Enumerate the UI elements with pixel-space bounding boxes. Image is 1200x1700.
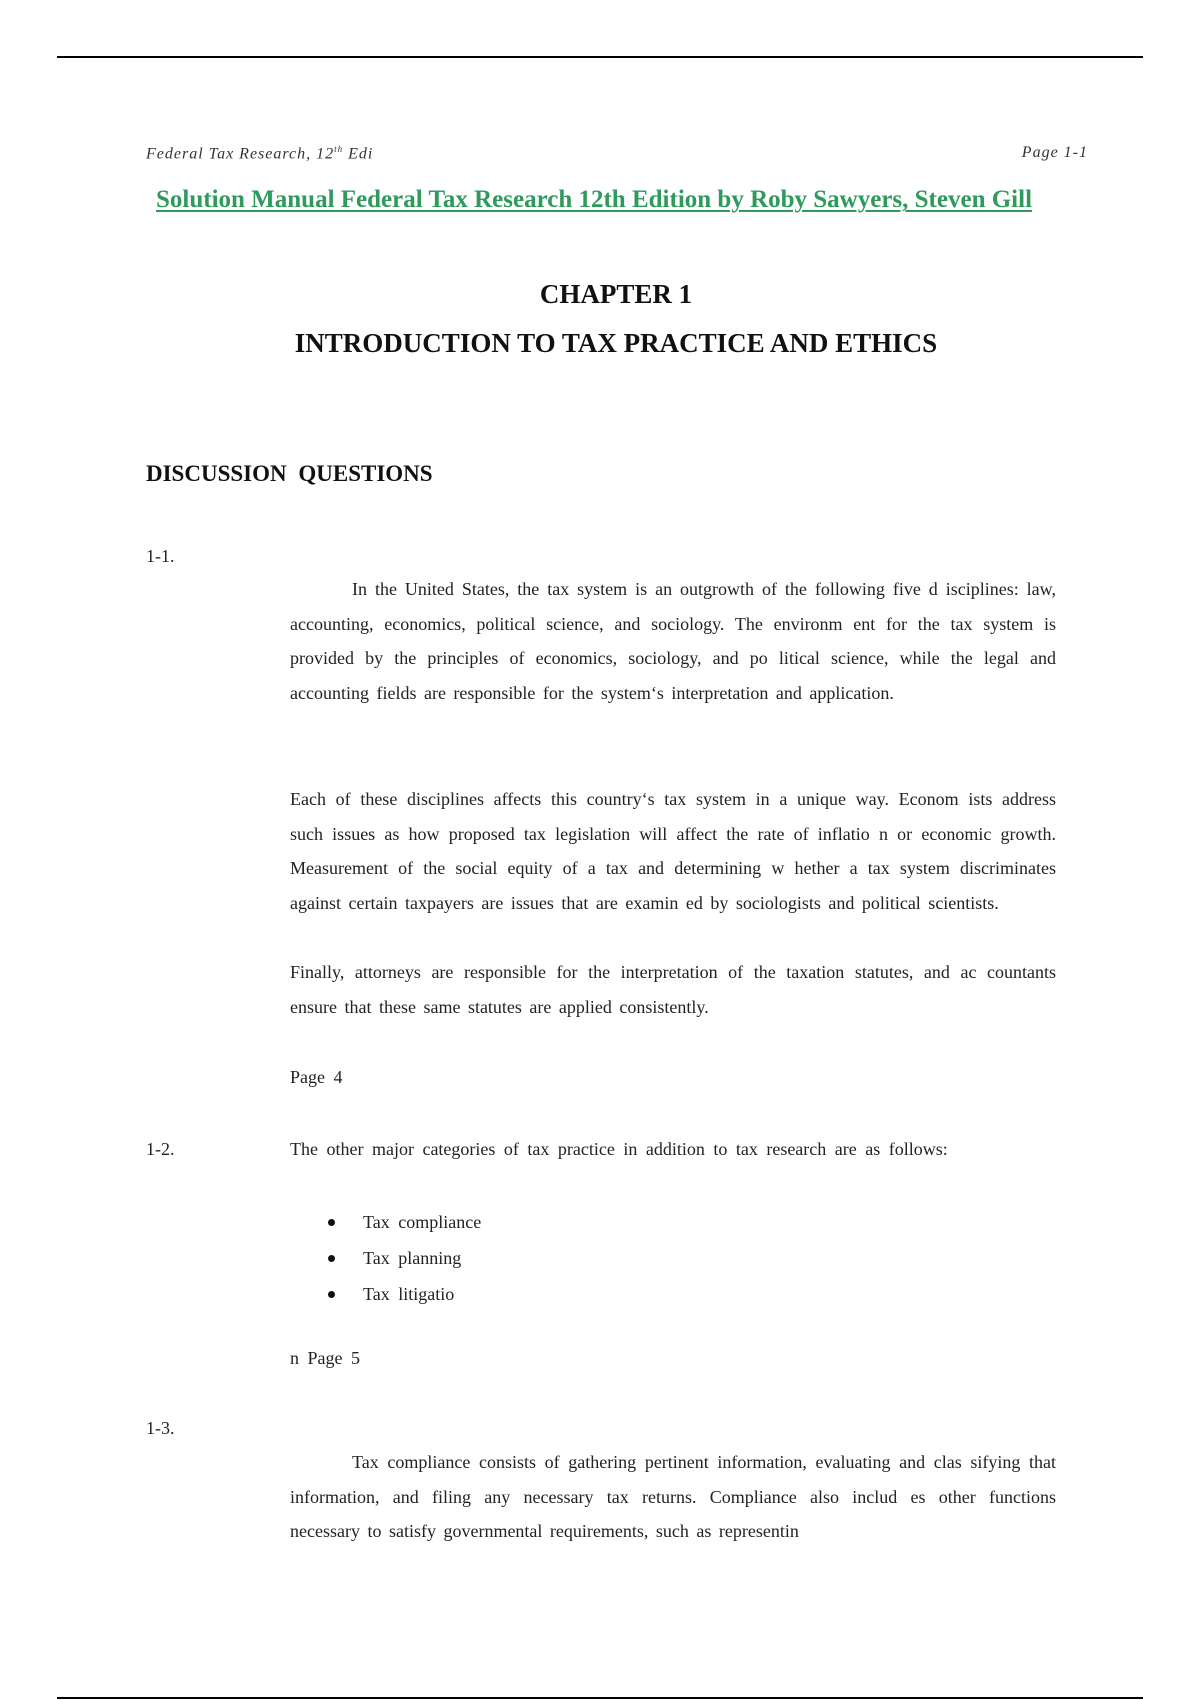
list-item bbox=[290, 1240, 481, 1276]
answer-1-1-paragraph-2: Each of these disciplines affects this country‘s tax system in a unique way. Econom ists address such issues as how proposed tax legislation will affect the rate of inflatio n or economic growth. Measurement of the social equity of a tax and determining w hether a tax system discriminates against certain taxpayers are issues that are examin ed by sociologists and political scientists. bbox=[290, 789, 1056, 913]
answer-1-2-intro: The other major categories of tax practice in addition to tax research are as follows: bbox=[290, 1139, 948, 1159]
tax-practice-categories-list bbox=[290, 1204, 481, 1312]
chapter-number: CHAPTER 1 bbox=[539, 279, 693, 309]
running-head-page: Page 1-1 bbox=[1021, 144, 1088, 161]
title-link[interactable]: Solution Manual Federal Tax Research 12th Edition by Roby Sawyers, Steven Gill bbox=[156, 186, 1033, 213]
list-item bbox=[290, 1204, 481, 1240]
bullet-icon bbox=[328, 1219, 335, 1226]
page-reference-1-2: n Page 5 bbox=[290, 1348, 360, 1368]
running-head-left-text: Federal Tax Research, 12 bbox=[146, 145, 335, 163]
running-head-superscript: th bbox=[334, 144, 344, 154]
answer-1-3-paragraph-1: Tax compliance consists of gathering pertinent information, evaluating and clas sifying that information, and filing any necessary tax returns. Compliance also includ es other functions necessary to satisfy governmental requirements, such as representin bbox=[290, 1452, 1056, 1541]
list-item-text: Tax litigatio bbox=[363, 1284, 455, 1304]
list-item bbox=[290, 1276, 481, 1312]
question-number-1-3: 1-3. bbox=[146, 1418, 175, 1438]
answer-1-1-paragraph-1: In the United States, the tax system is an outgrowth of the following five d isciplines: law, accounting, economics, political science, and sociology. The environm ent for the tax system is provided by the principles of economics, sociology, and po litical science, while the legal and accounting fields are responsible for the system‘s interpretation and application. bbox=[290, 579, 1056, 703]
chapter-title: INTRODUCTION TO TAX PRACTICE AND ETHICS bbox=[294, 328, 938, 358]
answer-1-1-paragraph-3: Finally, attorneys are responsible for the interpretation of the taxation statutes, and ac countants ensure that these same statutes are applied consistently. bbox=[290, 962, 1056, 1017]
list-item-text: Tax compliance bbox=[363, 1212, 482, 1232]
question-number-1-2: 1-2. bbox=[146, 1139, 175, 1159]
bullet-icon bbox=[328, 1291, 335, 1298]
top-rule bbox=[57, 56, 1143, 58]
question-number-1-1: 1-1. bbox=[146, 546, 175, 566]
running-head-left-suffix: Edi bbox=[343, 145, 374, 163]
bullet-icon bbox=[328, 1255, 335, 1262]
running-head-left bbox=[146, 144, 373, 163]
page-reference-1-1: Page 4 bbox=[290, 1067, 343, 1087]
bottom-rule bbox=[57, 1697, 1143, 1699]
list-item-text: Tax planning bbox=[363, 1248, 462, 1268]
section-heading: DISCUSSION QUESTIONS bbox=[146, 461, 433, 486]
